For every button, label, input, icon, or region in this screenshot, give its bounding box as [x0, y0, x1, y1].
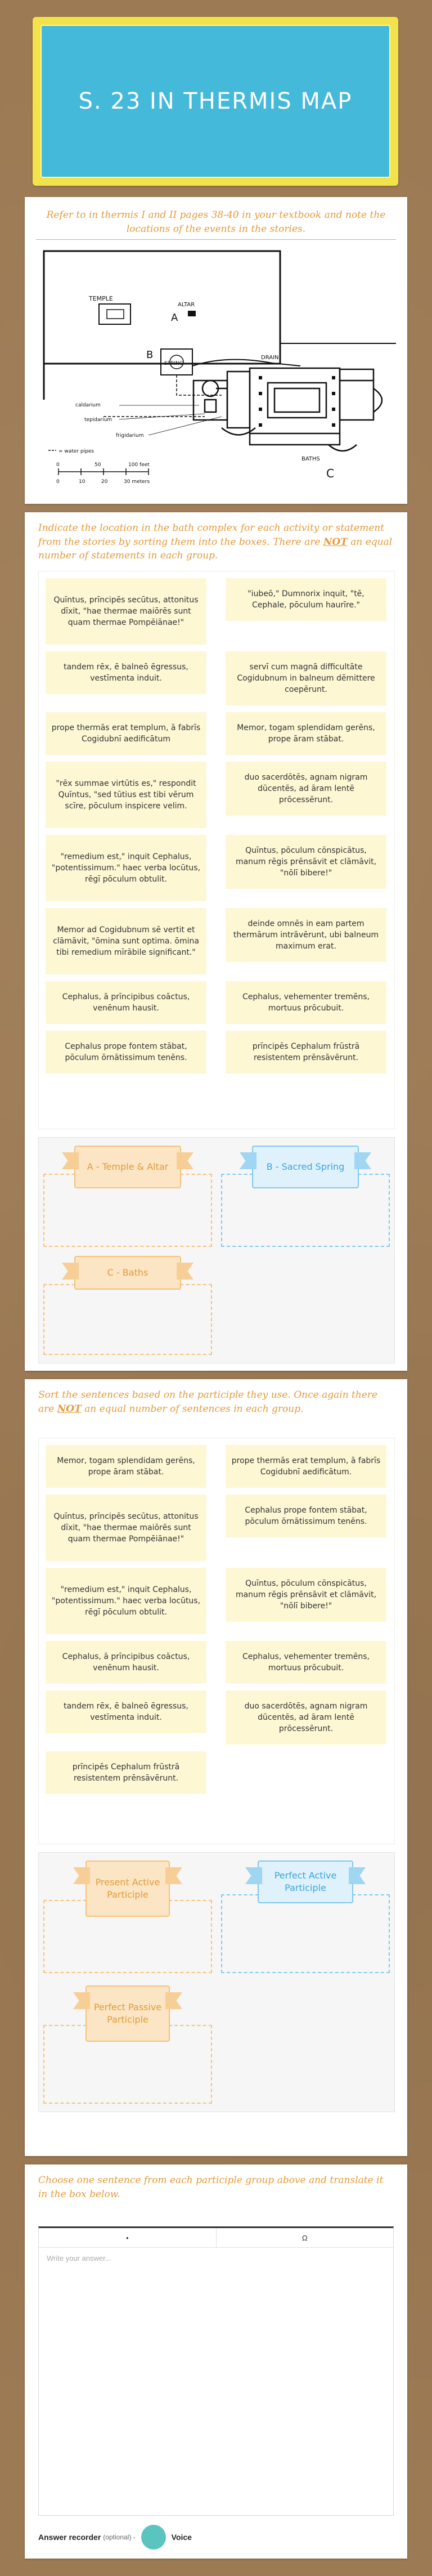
sort-item[interactable]: Cephalus, ā prīncipibus coāctus, venēnum hausit. — [46, 981, 206, 1024]
sort-item[interactable]: Memor ad Cogidubnum sē vertit et clāmāvit, "ōmina sunt optima. ōmina tibi remedium mīrābile significant." — [46, 908, 206, 974]
sort-item[interactable]: prīncipēs Cephalum frūstrā resistentem prēnsāvērunt. — [46, 1751, 206, 1794]
sort-item[interactable]: tandem rēx, ē balneō ēgressus, vestīmenta induit. — [46, 1690, 206, 1733]
recorder-label: Answer recorder — [38, 2533, 101, 2542]
map-instructions: Refer to in thermis I and II pages 38-40 in your textbook and note the locations of the events in the stories. — [46, 209, 386, 235]
scale-meters-10: 10 — [79, 479, 86, 485]
answer-recorder — [38, 2525, 192, 2550]
translation-card — [25, 2164, 407, 2559]
sort-item[interactable]: Memor, togam splendidam gerēns, prope āram stābat. — [46, 1445, 206, 1488]
sort-item[interactable]: prīncipēs Cephalum frūstrā resistentem prēnsāvērunt. — [226, 1031, 386, 1074]
sort-item[interactable]: Cephalus, vehementer tremēns, mortuus prōcubuit. — [226, 1641, 386, 1684]
map-label-temple: TEMPLE — [89, 295, 113, 302]
scale-feet-0: 0 — [56, 462, 60, 468]
sort-item[interactable]: Quīntus, pōculum cōnspicātus, manum rēgis prēnsāvit et clāmāvit, "nōlī bibere!" — [226, 835, 386, 889]
zone-label-temple-altar: A - Temple & Altar — [74, 1146, 181, 1188]
participle-sort-card — [25, 1379, 407, 2156]
map-label-a: A — [171, 312, 178, 324]
drop-zone-area[interactable] — [43, 1284, 212, 1355]
sort-item[interactable]: prope thermās erat templum, ā fabrīs Cogidubnī aedificātum. — [226, 1445, 386, 1488]
scale-feet-50: 50 — [94, 462, 101, 468]
map-label-c: C — [326, 467, 334, 480]
drop-zones-panel — [38, 1852, 395, 2112]
scale-meters-0: 0 — [56, 479, 60, 485]
sort-item[interactable]: Cephalus, vehementer tremēns, mortuus prōcubuit. — [226, 981, 386, 1024]
page-title: S. 23 IN THERMIS MAP — [78, 88, 353, 114]
scale-meters-20: 20 — [101, 479, 108, 485]
scale-meters-30: 30 meters — [124, 479, 150, 485]
sort-item[interactable]: "remedium est," inquit Cephalus, "potentissimum." haec verba locūtus, rēgī pōculum obtulit. — [46, 1568, 206, 1634]
zone-label-sacred-spring: B - Sacred Spring — [252, 1146, 359, 1188]
scale-feet-100: 100 feet — [128, 462, 150, 468]
sortable-items-panel — [38, 1438, 395, 1844]
sort-item[interactable]: Quīntus, prīncipēs secūtus, attonitus dīxit, "hae thermae maiōrēs sunt quam thermae Pompēiānae!" — [46, 1495, 206, 1561]
map-label-frigidarium: frigidarium — [116, 433, 144, 439]
answer-editor — [38, 2226, 394, 2516]
recorder-voice-label: Voice — [171, 2533, 192, 2542]
map-label-caldarium: caldarium — [75, 402, 101, 408]
sortable-items-panel — [38, 571, 395, 1129]
map-legend-water-pipes: = water pipes — [58, 449, 94, 454]
sort-item[interactable]: Cephalus prope fontem stābat, pōculum ōrnātissimum tenēns. — [226, 1495, 386, 1537]
sort-item[interactable]: Quīntus, prīncipēs secūtus, attonitus dīxit, "hae thermae maiōrēs sunt quam thermae Pompēiānae!" — [46, 578, 206, 645]
sort-item[interactable]: Cephalus prope fontem stābat, pōculum ōrnātissimum tenēns. — [46, 1031, 206, 1074]
sort-item[interactable]: "remedium est," inquit Cephalus, "potentissimum." haec verba locūtus, rēgī pōculum obtulit. — [46, 835, 206, 901]
sort-item[interactable]: prope thermās erat templum, ā fabrīs Cogidubnī aedificātum — [46, 712, 206, 755]
editor-toolbar — [39, 2228, 393, 2248]
sort-item[interactable]: "iubeō," Dumnorix inquit, "tē, Cephale, pōculum haurīre." — [226, 578, 386, 621]
map-label-tepidarium: tepidarium — [84, 417, 112, 423]
recorder-optional: (optional) - — [103, 2533, 136, 2541]
map-label-spring: SPRING — [164, 361, 183, 366]
zone-label-perfect-active: Perfect Active Participle — [258, 1861, 353, 1903]
sort-item[interactable]: "rēx summae virtūtis es," respondit Quīntus, "sed tūtius est tibi vērum scīre, pōculum inspicere velim. — [46, 762, 206, 828]
title-banner — [33, 17, 398, 186]
map-label-drain: DRAIN — [261, 355, 279, 361]
zone-label-perfect-passive: Perfect Passive Participle — [86, 1985, 170, 2042]
answer-textarea[interactable] — [39, 2248, 393, 2515]
sort-item[interactable]: servī cum magnā difficultāte Cogidubnum in balneum dēmittere coepērunt. — [226, 651, 386, 705]
title-panel — [40, 25, 390, 178]
drop-zone-baths[interactable] — [43, 1256, 212, 1355]
sort-item[interactable]: Cephalus, ā prīncipibus coāctus, venēnum hausit. — [46, 1641, 206, 1684]
drop-zone-perfect-passive[interactable] — [43, 1985, 212, 2104]
bullet-list-button[interactable]: • — [125, 2233, 129, 2242]
zone-label-baths: C - Baths — [74, 1256, 181, 1290]
sort-item[interactable]: Memor, togam splendidam gerēns, prope āram stābat. — [226, 712, 386, 755]
translation-instructions: Choose one sentence from each participle group above and translate it in the box below. — [38, 2175, 384, 2200]
sort-item[interactable]: tandem rēx, ē balneō ēgressus, vestīmenta induit. — [46, 651, 206, 694]
map-label-b: B — [146, 349, 154, 361]
drop-zone-present-active[interactable] — [43, 1861, 212, 1973]
location-sort-card — [25, 512, 407, 1371]
drop-zone-temple-altar[interactable] — [43, 1146, 212, 1247]
drop-zones-panel — [38, 1137, 395, 1363]
bath-complex-map — [36, 248, 396, 495]
drop-zone-area[interactable] — [221, 1894, 390, 1973]
drop-zone-sacred-spring[interactable] — [221, 1146, 390, 1247]
zone-label-present-active: Present Active Participle — [86, 1861, 170, 1917]
sort-item[interactable]: duo sacerdōtēs, agnam nigram dūcentēs, ad āram lentē prōcessērunt. — [226, 1690, 386, 1745]
drop-zone-perfect-active[interactable] — [221, 1861, 390, 1973]
sort-item[interactable]: Quīntus, pōculum cōnspicātus, manum rēgis prēnsāvit et clāmāvit, "nōlī bibere!" — [226, 1568, 386, 1622]
participle-sort-instructions: Sort the sentences based on the participle they use. Once again there are NOT an equal number of sentences in each group. — [38, 1389, 378, 1415]
map-label-altar: ALTAR — [178, 302, 195, 308]
map-card — [25, 197, 407, 504]
sort-item[interactable]: duo sacerdōtēs, agnam nigram dūcentēs, ad āram lentē prōcessērunt. — [226, 762, 386, 816]
divider — [36, 239, 396, 240]
location-sort-instructions: Indicate the location in the bath complex for each activity or statement from the stories by sorting them into the boxes. There are NOT an equal number of statements in each group. — [38, 522, 393, 562]
map-label-baths: BATHS — [302, 456, 320, 462]
special-character-button[interactable]: Ω — [216, 2228, 394, 2247]
sort-item[interactable]: deinde omnēs in eam partem thermārum intrāvērunt, ubi balneum maximum erat. — [226, 908, 386, 962]
record-voice-button[interactable] — [141, 2525, 166, 2550]
